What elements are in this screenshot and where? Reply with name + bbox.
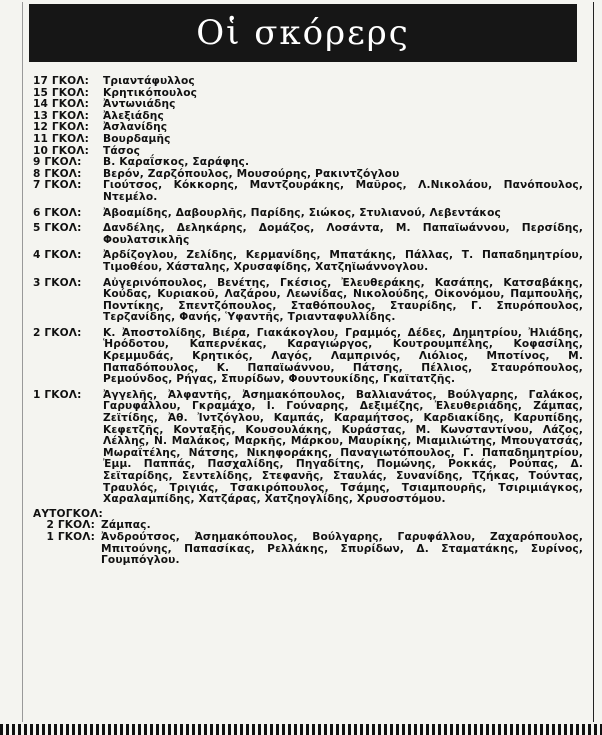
scorer-row	[33, 278, 583, 324]
goal-count-label: 7 ΓΚΟΛ:	[33, 179, 82, 192]
goal-count-label: 9 ΓΚΟΛ:	[33, 156, 82, 169]
perforated-edge	[0, 724, 602, 735]
goal-count-label: 14 ΓΚΟΛ:	[33, 98, 90, 111]
scorer-names: Ἀσλανίδης	[103, 121, 168, 134]
scorer-row	[33, 157, 583, 169]
goal-count-label: 2 ΓΚΟΛ:	[33, 326, 82, 339]
goal-count-label: 8 ΓΚΟΛ:	[33, 167, 82, 180]
goal-count-label: 5 ΓΚΟΛ:	[33, 222, 82, 235]
scorer-names: Ἀγγελῆς, Ἀλφαντῆς, Ἀσημακόπουλος, Βαλλιανάτος, Βούλγαρης, Γαλάκος, Γαρυφάλλου, Γκραμάχο, Ι. Γούναρης, Δεξιμέζης, Ἐλευθεριάδης, Ζάμπας, Ζεϊτίδης, Ἀθ. Ἰντζόγλου, Καμπάς, Καραμήτσος, Καρδιακίδης, Καρυπίδης, Κεφετζῆς, Κονταξῆς, Κουσουλάκης, Κυράστας, Μ. Κωνσταντίνου, Λάζος, Λέλλης, Ν. Μαλάκος, Μαρκῆς, Μάρκου, Μαυρίκης, Μιαμιλιώτης, Μπουγατσάς, Μωραΐτέλης, Νάτσης, Νικηφοράκης, Παναγιωτόπουλος, Γ. Παπαδημητρίου, Ἐμμ. Παππάς, Πασχαλίδης, Πηγαδίτης, Πομώνης, Ροκκάς, Ρούπας, Δ. Σεϊταρίδης, Σεντελίδης, Στεφανῆς, Σταυλάς, Συνανίδης, Τζήκας, Τούντας, Τραυλός, Τριγιάς, Τσακιρόπουλος, Τσάμης, Τσιαμπουρῆς, Τσιριμιάγκος, Χαραλαμπίδης, Χατζάρας, Χατζηογλίδης, Χρυσοστόμου.	[103, 388, 583, 506]
scorer-names: Τάσος	[103, 144, 141, 157]
scorers-list	[33, 76, 583, 567]
scorer-names: Κ. Ἀποστολίδης, Βιέρα, Γιακάκογλου, Γραμμός, Δέδες, Δημητρίου, Ἠλιάδης, Ἡρόδοτου, Καπερνέκας, Καραγιώργος, Κουτρουμπέλης, Κοφασίλης, Κρεμμυδάς, Κρητικός, Λαγός, Λαμπρινός, Λιόλιος, Μποτίνος, Μ. Παπαδόπουλος, Κ. Παπαϊωάννου, Πάτσης, Πέλλιος, Σταυρόπουλος, Ρεμούνδος, Ρήγας, Σπυρίδων, Φουντουκίδης, Γκαϊτατζῆς.	[103, 326, 583, 386]
own-goals-heading: ΑΥΤΟΓΚΟΛ:	[33, 507, 103, 520]
scorer-names: Δανδέλης, Δεληκάρης, Δομάζος, Λοσάντα, Μ. Παπαϊωάννου, Περσίδης, Φουλατσικλῆς	[103, 222, 583, 246]
own-goal-names: Ζάμπας.	[101, 519, 151, 532]
scorer-names: Ἀντωνιάδης	[103, 98, 176, 111]
goal-count-label: 15 ΓΚΟΛ:	[33, 86, 90, 99]
scorer-names: Ἀρδίζογλου, Ζελίδης, Κερμανίδης, Μπατάκης, Πάλλας, Τ. Παπαδημητρίου, Τιμοθέου, Χάσταλης, Χρυσαφίδης, Χατζηϊωάννογλου.	[103, 249, 583, 273]
scorer-names: Βουρδαμῆς	[103, 132, 171, 145]
scorer-names: Ἀλεξιάδης	[103, 109, 164, 122]
goal-count-label: 1 ΓΚΟΛ:	[33, 388, 82, 401]
scorer-row	[33, 134, 583, 146]
scorer-row	[33, 250, 583, 273]
goal-count-label: 4 ΓΚΟΛ:	[33, 249, 82, 262]
scorer-names: Αὐγερινόπουλος, Βενέτης, Γκέσιος, Ἐλευθεράκης, Κασάπης, Κατσαβάκης, Κούδας, Κυριακοῦ, Λαζάρου, Λεωνίδας, Νικολούδης, Οἰκονόμου, Παμπουλῆς, Ποντίκης, Σπεντζόπουλος, Σταθόπουλος, Σταυρίδης, Γ. Σπυρόπουλος, Τερζανίδης, Φανής, Ὑφαντῆς, Τριανταφυλλίδης.	[103, 276, 583, 324]
goal-count-label: 3 ΓΚΟΛ:	[33, 276, 82, 289]
scorer-row	[33, 223, 583, 246]
own-goal-row	[33, 532, 583, 567]
goal-count-label: 11 ΓΚΟΛ:	[33, 132, 90, 145]
scorer-row	[33, 180, 583, 203]
scorer-names: Ἀβοαμίδης, Δαβουρλῆς, Παρίδης, Σιώκος, Στυλιανού, Λεβεντάκος	[103, 206, 501, 219]
scorer-names: Γιούτσος, Κόκκορης, Μαντζουράκης, Μαῦρος, Λ.Νικολάου, Πανόπουλος, Ντεμέλο.	[103, 179, 583, 203]
scorer-names: Κρητικόπουλος	[103, 86, 198, 99]
scorer-row	[33, 76, 583, 88]
scorer-names: Τριαντάφυλλος	[103, 75, 195, 87]
goal-count-label: 13 ΓΚΟΛ:	[33, 109, 90, 122]
page-title: Οἱ σκόρερς	[29, 4, 577, 62]
scorer-row	[33, 328, 583, 386]
scorer-row	[33, 390, 583, 506]
own-goal-names: Ἀνδρούτσος, Ἀσημακόπουλος, Βούλγαρης, Γαρυφάλλου, Ζαχαρόπουλος, Μπιτούνης, Παπασίκας, Ρελλάκης, Σπυρίδων, Δ. Σταματάκης, Συρίνος, Γουμπόγλου.	[101, 530, 583, 567]
goal-count-label: 17 ΓΚΟΛ:	[33, 75, 90, 87]
scorer-names: Βερόν, Ζαρζόπουλος, Μουσούρης, Ρακιντζόγλου	[103, 167, 400, 180]
goal-count-label: 2 ΓΚΟΛ:	[46, 519, 95, 532]
goal-count-label: 1 ΓΚΟΛ:	[46, 530, 95, 543]
scorer-names: Β. Καραΐσκος, Σαράφης.	[103, 156, 250, 169]
scorer-row	[33, 208, 583, 220]
goal-count-label: 10 ΓΚΟΛ:	[33, 144, 90, 157]
goal-count-label: 6 ΓΚΟΛ:	[33, 206, 82, 219]
goal-count-label: 12 ΓΚΟΛ:	[33, 121, 90, 134]
newspaper-clipping	[22, 2, 594, 722]
